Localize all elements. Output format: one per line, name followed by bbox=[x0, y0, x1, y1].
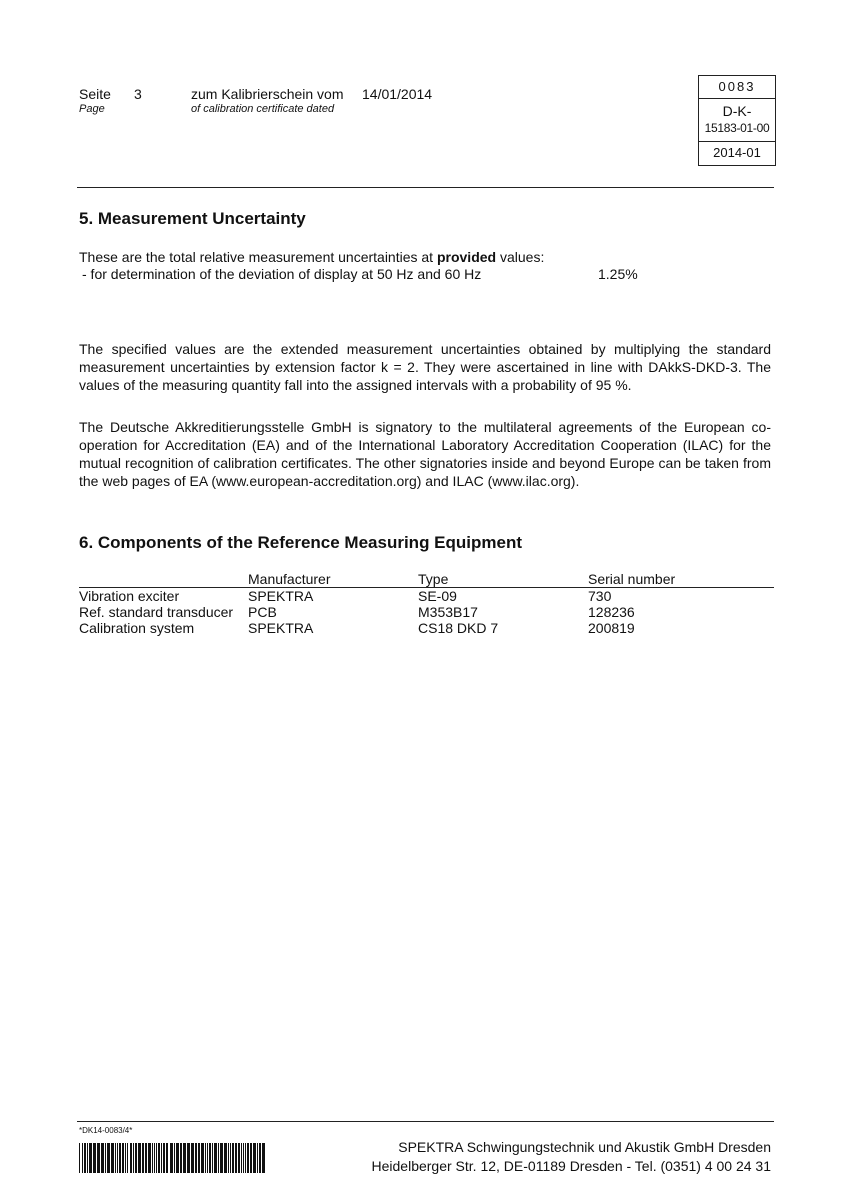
equipment-type: M353B17 bbox=[418, 604, 478, 620]
uncertainty-paragraph: The specified values are the extended measurement uncertainties obtained by multiplying the standard measurement uncertainties by extension factor k = 2. They were ascertained in line with DAkkS-DKD-3. The values of the measuring quantity fall into the assigned intervals with a probability of 95 %. bbox=[79, 341, 771, 393]
uncertainty-intro bbox=[79, 249, 544, 265]
footer-divider bbox=[77, 1121, 774, 1122]
intro-text-after: values: bbox=[496, 249, 545, 265]
equipment-table bbox=[79, 572, 774, 636]
equipment-manufacturer: SPEKTRA bbox=[248, 588, 314, 604]
uncertainty-item-value: 1.25% bbox=[598, 266, 638, 282]
intro-text-before: These are the total relative measurement uncertainties at bbox=[79, 249, 437, 265]
table-row bbox=[79, 620, 774, 636]
column-header bbox=[79, 572, 248, 588]
document-code: *DK14-0083/4* bbox=[79, 1126, 133, 1135]
column-header-type: Type bbox=[418, 572, 588, 588]
equipment-name: Calibration system bbox=[79, 620, 195, 636]
equipment-manufacturer: PCB bbox=[248, 604, 277, 620]
intro-text-bold: provided bbox=[436, 249, 497, 265]
equipment-manufacturer: SPEKTRA bbox=[248, 620, 314, 636]
table-row bbox=[79, 604, 774, 620]
cert-number: 0083 bbox=[699, 76, 775, 99]
column-header-manufacturer: Manufacturer bbox=[248, 572, 418, 588]
header-divider bbox=[77, 187, 774, 188]
column-header-serial: Serial number bbox=[588, 572, 774, 588]
equipment-serial: 730 bbox=[588, 588, 612, 604]
page-number: 3 bbox=[134, 86, 142, 102]
certificate-box bbox=[698, 75, 776, 166]
company-address: Heidelberger Str. 12, DE-01189 Dresden - Tel. (0351) 4 00 24 31 bbox=[371, 1158, 771, 1174]
cert-prefix: D-K- bbox=[722, 102, 752, 119]
equipment-name: Ref. standard transducer bbox=[79, 604, 234, 620]
section5-title: 5. Measurement Uncertainty bbox=[79, 209, 306, 228]
equipment-serial: 128236 bbox=[588, 604, 635, 620]
equipment-type: SE-09 bbox=[418, 588, 457, 604]
barcode-image bbox=[79, 1143, 265, 1173]
table-row bbox=[79, 588, 774, 605]
section6-title: 6. Components of the Reference Measuring Equipment bbox=[79, 533, 523, 552]
cert-label: zum Kalibrierschein vom bbox=[191, 86, 344, 102]
company-name: SPEKTRA Schwingungstechnik und Akustik GmbH Dresden bbox=[398, 1139, 771, 1155]
page-label-en: Page bbox=[79, 103, 105, 115]
table-header-row bbox=[79, 572, 774, 588]
uncertainty-item-label: - for determination of the deviation of display at 50 Hz and 60 Hz bbox=[82, 266, 482, 282]
cert-label-en: of calibration certificate dated bbox=[191, 103, 335, 115]
page-label: Seite bbox=[79, 86, 111, 102]
accreditation-paragraph: The Deutsche Akkreditierungsstelle GmbH is signatory to the multilateral agreements of the European co-operation for Accreditation (EA) and of the International Laboratory Accreditation Cooperation (ILAC) for the mutual recognition of calibration certificates. The other signatories inside and beyond Europe can be taken from the web pages of EA (www.european-accreditation.org) and ILAC (www.ilac.org). bbox=[79, 419, 771, 489]
equipment-type: CS18 DKD 7 bbox=[418, 620, 499, 636]
cert-date: 14/01/2014 bbox=[362, 86, 433, 102]
cert-code: 15183-01-00 bbox=[699, 119, 775, 142]
equipment-name: Vibration exciter bbox=[79, 588, 180, 604]
cert-year: 2014-01 bbox=[713, 144, 761, 160]
equipment-serial: 200819 bbox=[588, 620, 635, 636]
